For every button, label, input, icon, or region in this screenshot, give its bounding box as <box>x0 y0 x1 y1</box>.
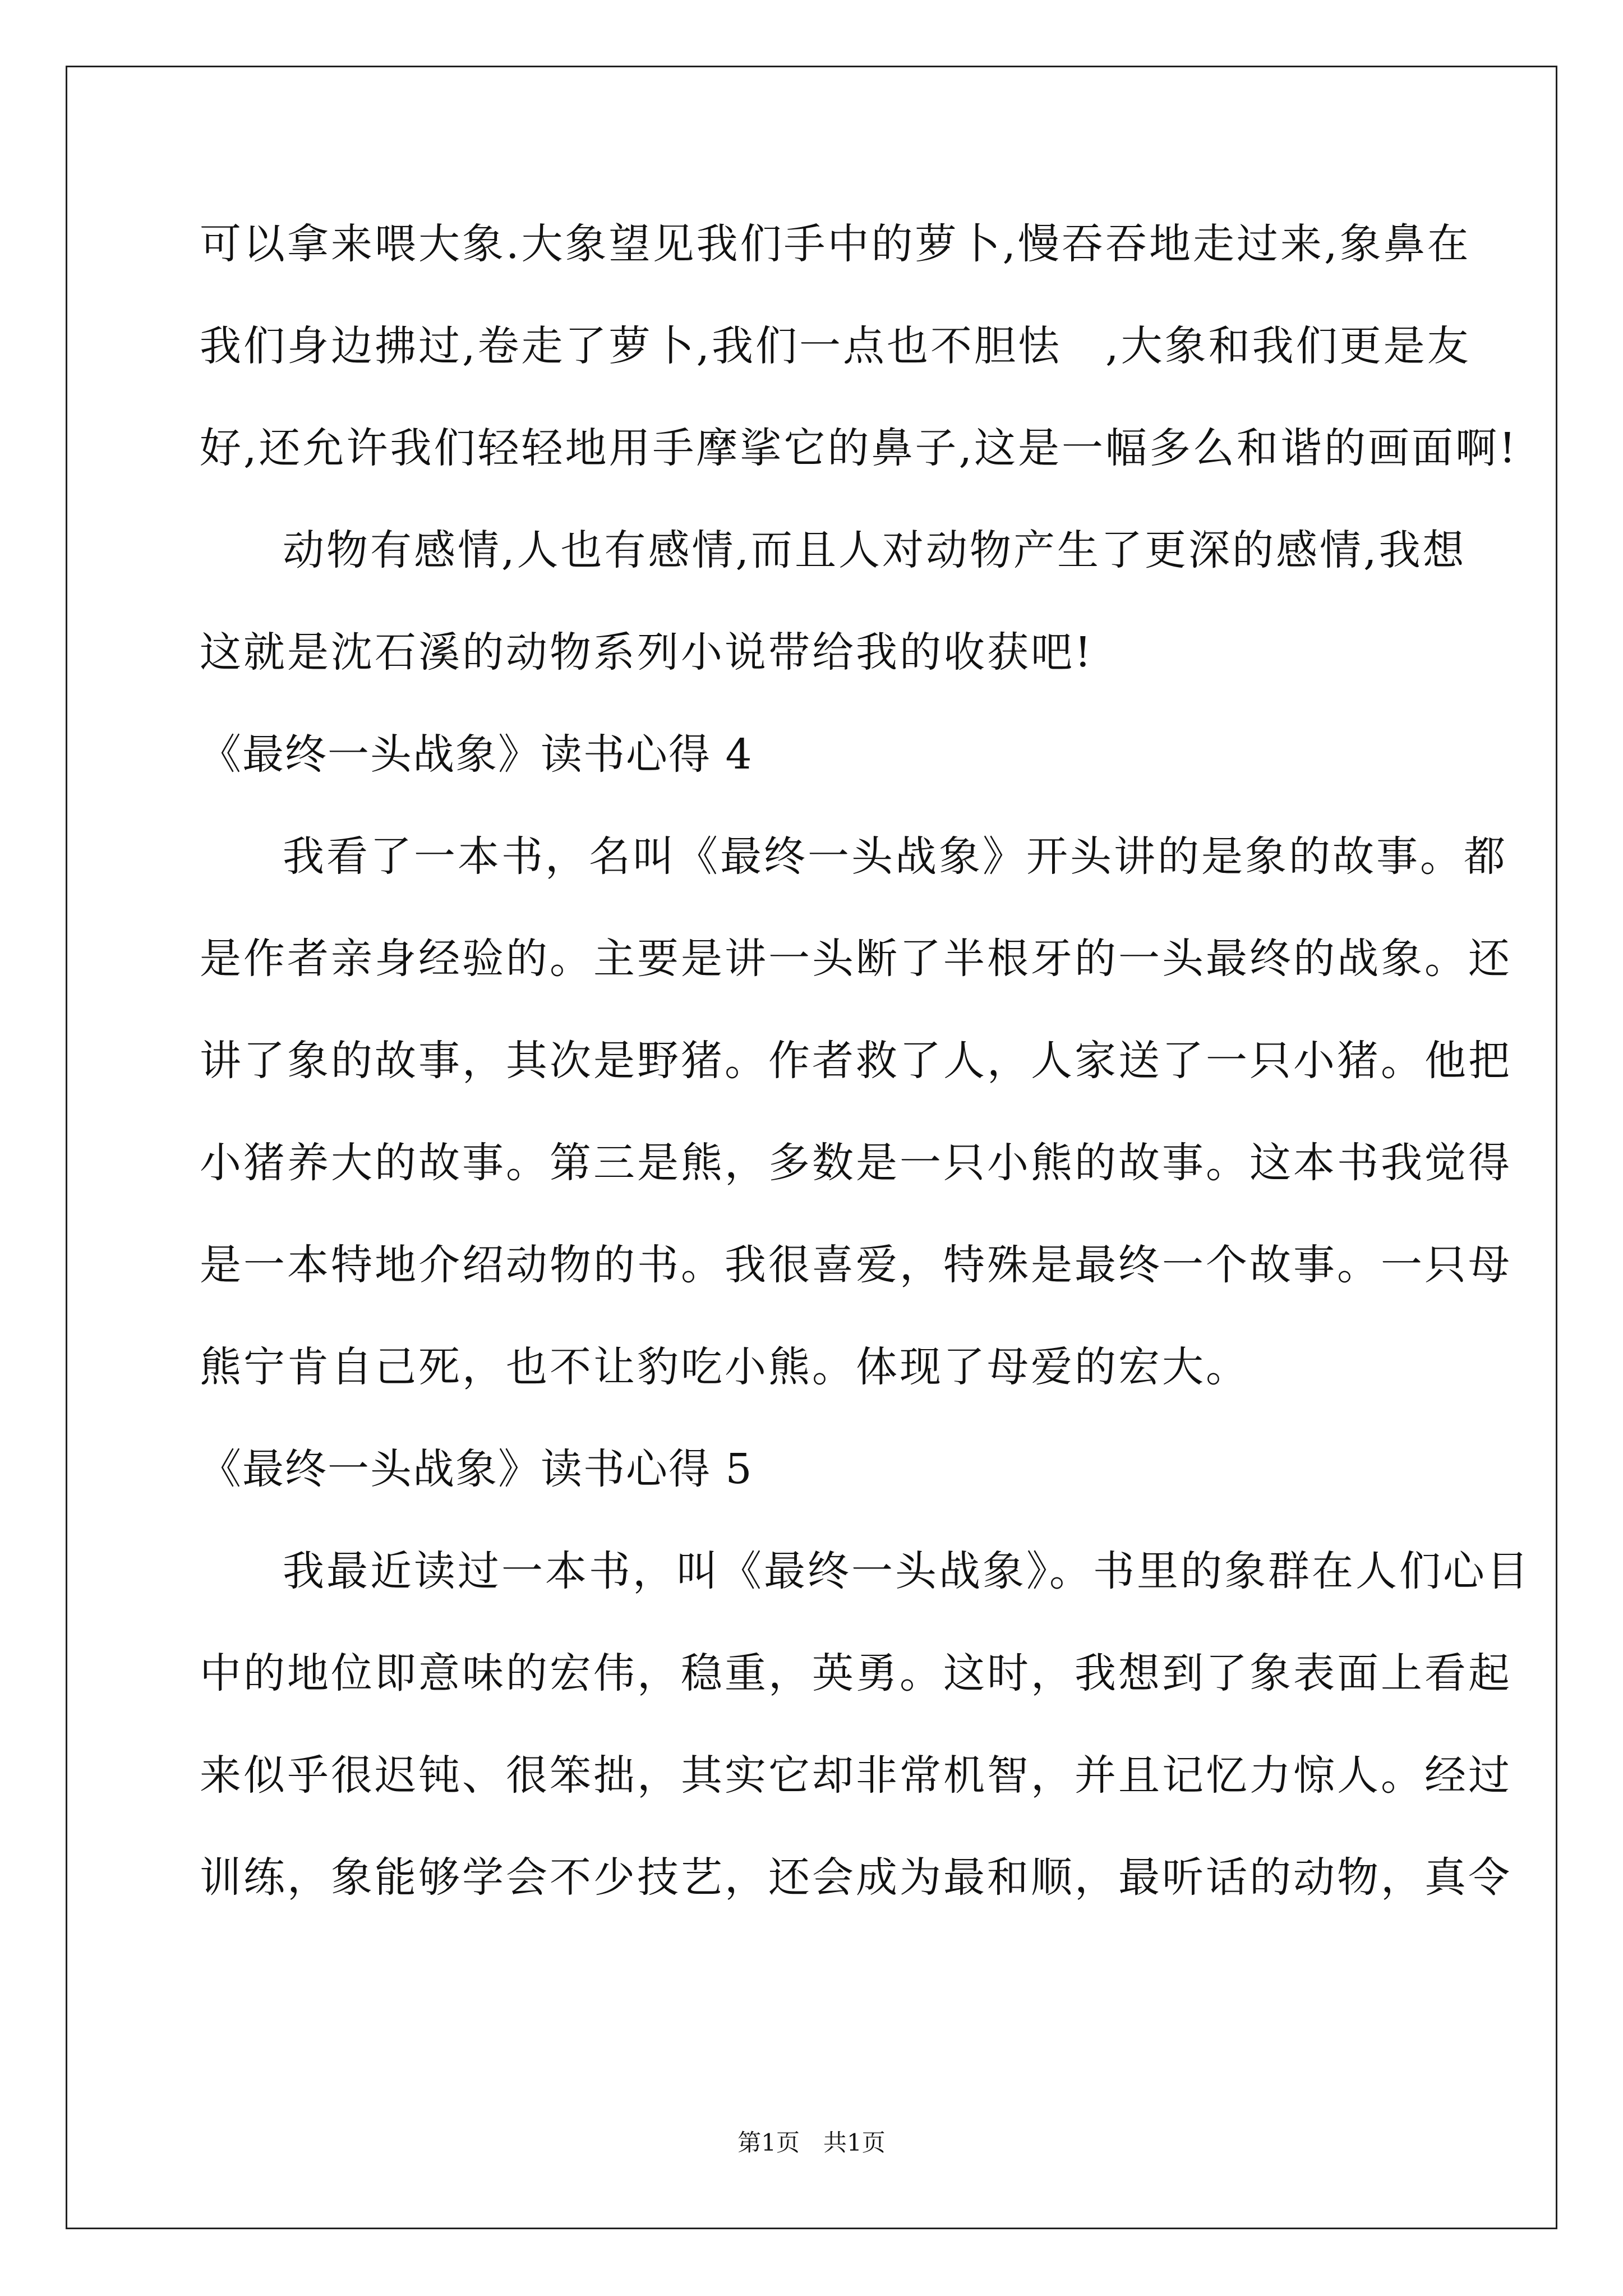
text-line: 小猪养大的故事。第三是熊，多数是一只小熊的故事。这本书我觉得 <box>200 1139 1512 1187</box>
document-body <box>200 213 1530 1949</box>
page-footer: 第1页 共1页 <box>737 2129 886 2156</box>
text-line: 可以拿来喂大象.大象望见我们手中的萝卜,慢吞吞地走过来,象鼻在 <box>200 220 1471 268</box>
text-line: 是作者亲身经验的。主要是讲一头断了半根牙的一头最终的战象。还 <box>200 935 1512 983</box>
text-line: 我们身边拂过,卷走了萝卜,我们一点也不胆怯 ,大象和我们更是友 <box>200 322 1471 370</box>
text-line: 来似乎很迟钝、很笨拙，其实它却非常机智，并且记忆力惊人。经过 <box>200 1751 1512 1800</box>
text-line: 中的地位即意味的宏伟，稳重，英勇。这时，我想到了象表面上看起 <box>200 1649 1512 1697</box>
section-heading: 《最终一头战象》读书心得 4 <box>200 730 753 779</box>
paragraph-first-line: 我看了一本书，名叫《最终一头战象》开头讲的是象的故事。都 <box>283 832 1507 881</box>
text-line: 是一本特地介绍动物的书。我很喜爱，特殊是最终一个故事。一只母 <box>200 1241 1512 1289</box>
text-line: 好,还允许我们轻轻地用手摩挲它的鼻子,这是一幅多么和谐的画面啊! <box>200 424 1518 472</box>
text-line: 讲了象的故事，其次是野猪。作者救了人，人家送了一只小猪。他把 <box>200 1037 1512 1085</box>
text-line: 熊宁肯自己死，也不让豹吃小熊。体现了母爱的宏大。 <box>200 1343 1249 1391</box>
text-line: 训练，象能够学会不少技艺，还会成为最和顺，最听话的动物，真令 <box>200 1853 1512 1902</box>
text-line: 这就是沈石溪的动物系列小说带给我的收获吧! <box>200 628 1094 677</box>
paragraph-first-line: 我最近读过一本书，叫《最终一头战象》。书里的象群在人们心目 <box>283 1547 1530 1595</box>
paragraph-first-line: 动物有感情,人也有感情,而且人对动物产生了更深的感情,我想 <box>283 526 1467 574</box>
section-heading: 《最终一头战象》读书心得 5 <box>200 1445 753 1493</box>
